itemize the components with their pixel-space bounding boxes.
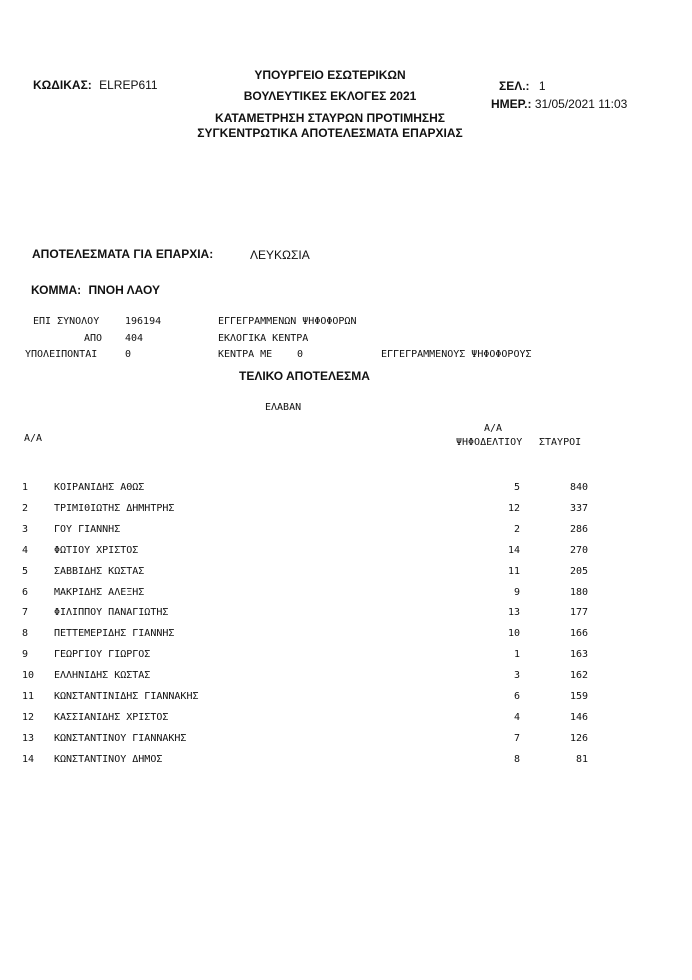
candidate-ballot-position: 14 bbox=[507, 544, 520, 556]
table-row bbox=[0, 754, 692, 772]
total-value: 196194 bbox=[125, 316, 162, 327]
candidate-number: 5 bbox=[22, 565, 29, 577]
candidate-votes: 126 bbox=[569, 732, 588, 744]
received-label: ΕΛΑΒΑΝ bbox=[265, 402, 302, 413]
candidate-name: ΦΙΛΙΠΠΟΥ ΠΑΝΑΓΙΩΤΗΣ bbox=[54, 607, 169, 619]
table-row bbox=[0, 691, 692, 709]
table-row bbox=[0, 607, 692, 625]
date-label: ΗΜΕΡ.: bbox=[491, 97, 532, 111]
from-value: 404 bbox=[125, 333, 144, 344]
table-row bbox=[0, 566, 692, 584]
candidate-name: ΕΛΛΗΝΙΔΗΣ ΚΩΣΤΑΣ bbox=[54, 670, 151, 682]
candidate-votes: 337 bbox=[569, 502, 588, 514]
candidate-votes: 159 bbox=[569, 691, 588, 702]
candidate-name: ΓΕΩΡΓΙΟΥ ΓΙΩΡΓΟΣ bbox=[54, 649, 151, 661]
candidate-ballot-position: 11 bbox=[507, 565, 520, 577]
page-label: ΣΕΛ.: bbox=[499, 79, 530, 93]
table-row bbox=[0, 524, 692, 542]
table-row bbox=[0, 733, 692, 751]
table-row bbox=[0, 545, 692, 563]
candidate-name: ΤΡΙΜΙΘΙΩΤΗΣ ΔΗΜΗΤΡΗΣ bbox=[54, 502, 175, 514]
remaining-label: ΥΠΟΛΕΙΠΟΝΤΑΙ bbox=[25, 349, 98, 360]
candidate-number: 7 bbox=[22, 607, 29, 619]
table-row bbox=[0, 587, 692, 605]
total-desc: ΕΓΓΕΓΡΑΜΜΕΝΩΝ ΨΗΦΟΦΟΡΩΝ bbox=[218, 316, 357, 327]
candidate-votes: 180 bbox=[569, 586, 588, 598]
table-row bbox=[0, 503, 692, 521]
candidate-number: 3 bbox=[22, 523, 29, 535]
candidate-number: 10 bbox=[22, 670, 35, 682]
candidate-number: 9 bbox=[22, 649, 29, 661]
candidate-ballot-position: 2 bbox=[513, 523, 520, 535]
candidate-name: ΚΩΝΣΤΑΝΤΙΝΟΥ ΓΙΑΝΝΑΚΗΣ bbox=[54, 732, 187, 744]
candidate-votes: 270 bbox=[569, 544, 588, 556]
candidate-name: ΣΑΒΒΙΔΗΣ ΚΩΣΤΑΣ bbox=[54, 565, 145, 577]
candidate-name: ΚΩΝΣΤΑΝΤΙΝΙΔΗΣ ΓΙΑΝΝΑΚΗΣ bbox=[54, 691, 199, 702]
candidate-number: 1 bbox=[22, 482, 29, 493]
candidate-name: ΠΕΤΤΕΜΕΡΙΔΗΣ ΓΙΑΝΝΗΣ bbox=[54, 628, 175, 640]
candidate-ballot-position: 9 bbox=[513, 586, 520, 598]
from-desc: ΕΚΛΟΓΙΚΑ ΚΕΝΤΡΑ bbox=[218, 333, 309, 344]
candidate-number: 2 bbox=[22, 502, 29, 514]
candidate-number: 6 bbox=[22, 586, 29, 598]
candidate-ballot-position: 1 bbox=[513, 649, 520, 661]
candidate-votes: 205 bbox=[569, 565, 588, 577]
ministry-title: ΥΠΟΥΡΓΕΙΟ ΕΣΩΤΕΡΙΚΩΝ bbox=[254, 68, 406, 82]
candidate-ballot-position: 6 bbox=[513, 691, 520, 702]
election-title: ΒΟΥΛΕΥΤΙΚΕΣ ΕΚΛΟΓΕΣ 2021 bbox=[243, 89, 417, 103]
party-value: ΠΝΟΗ ΛΑΟΥ bbox=[88, 283, 161, 297]
table-row bbox=[0, 628, 692, 646]
candidate-votes: 840 bbox=[569, 482, 588, 493]
candidate-ballot-position: 13 bbox=[507, 607, 520, 619]
column-ballot: ΨΗΦΟΔΕΛΤΙΟΥ bbox=[456, 437, 523, 448]
candidate-ballot-position: 7 bbox=[513, 732, 520, 744]
column-crosses: ΣΤΑΥΡΟΙ bbox=[539, 437, 582, 448]
code-label: ΚΩΔΙΚΑΣ: bbox=[33, 78, 92, 92]
centers-desc: ΕΓΓΕΓΡΑΜΜΕΝΟΥΣ ΨΗΦΟΦΟΡΟΥΣ bbox=[381, 349, 532, 360]
candidate-ballot-position: 4 bbox=[513, 711, 520, 723]
candidate-ballot-position: 10 bbox=[507, 628, 520, 640]
candidate-votes: 146 bbox=[569, 711, 588, 723]
report-date bbox=[491, 97, 627, 111]
candidate-number: 8 bbox=[22, 628, 29, 640]
column-ballot-aa: Α/Α bbox=[484, 423, 503, 434]
candidate-number: 4 bbox=[22, 544, 29, 556]
table-row bbox=[0, 649, 692, 667]
candidate-number: 12 bbox=[22, 711, 35, 723]
candidate-name: ΚΩΝΣΤΑΝΤΙΝΟΥ ΔΗΜΟΣ bbox=[54, 753, 163, 765]
candidate-name: ΜΑΚΡΙΔΗΣ ΑΛΕΞΗΣ bbox=[54, 586, 145, 598]
candidate-ballot-position: 3 bbox=[513, 670, 520, 682]
page-number bbox=[499, 79, 546, 93]
candidate-name: ΓΟΥ ΓΙΑΝΝΗΣ bbox=[54, 523, 121, 535]
page-value: 1 bbox=[538, 79, 546, 93]
code-field bbox=[33, 78, 158, 92]
candidate-ballot-position: 8 bbox=[513, 753, 520, 765]
district-label: ΑΠΟΤΕΛΕΣΜΑΤΑ ΓΙΑ ΕΠΑΡΧΙΑ: bbox=[32, 247, 214, 261]
centers-label: ΚΕΝΤΡΑ ΜΕ bbox=[218, 349, 273, 360]
party-label: ΚΟΜΜΑ: bbox=[31, 283, 82, 297]
candidate-votes: 286 bbox=[569, 523, 588, 535]
candidate-votes: 177 bbox=[569, 607, 588, 619]
table-row bbox=[0, 482, 692, 500]
total-label: ΕΠΙ ΣΥΝΟΛΟΥ bbox=[33, 316, 100, 327]
candidate-name: ΚΑΣΣΙΑΝΙΔΗΣ ΧΡΙΣΤΟΣ bbox=[54, 711, 169, 723]
candidate-votes: 81 bbox=[575, 753, 588, 765]
candidate-votes: 166 bbox=[569, 628, 588, 640]
centers-value: 0 bbox=[297, 349, 304, 360]
candidate-name: ΦΩΤΙΟΥ ΧΡΙΣΤΟΣ bbox=[54, 544, 139, 556]
code-value: ELREP611 bbox=[99, 78, 158, 92]
party-field bbox=[31, 283, 160, 297]
result-title: ΤΕΛΙΚΟ ΑΠΟΤΕΛΕΣΜΑ bbox=[239, 369, 370, 383]
candidate-ballot-position: 5 bbox=[513, 482, 520, 493]
candidate-number: 11 bbox=[22, 691, 35, 702]
column-aa: Α/Α bbox=[24, 433, 43, 444]
candidate-votes: 162 bbox=[569, 670, 588, 682]
count-title: ΚΑΤΑΜΕΤΡΗΣΗ ΣΤΑΥΡΩΝ ΠΡΟΤΙΜΗΣΗΣ bbox=[215, 111, 445, 125]
from-label: ΑΠΟ bbox=[84, 333, 103, 344]
summary-title: ΣΥΓΚΕΝΤΡΩΤΙΚΑ ΑΠΟΤΕΛΕΣΜΑΤΑ ΕΠΑΡΧΙΑΣ bbox=[197, 126, 463, 140]
candidate-number: 13 bbox=[22, 732, 35, 744]
table-row bbox=[0, 670, 692, 688]
candidate-number: 14 bbox=[22, 753, 35, 765]
remaining-value: 0 bbox=[125, 349, 132, 360]
candidate-ballot-position: 12 bbox=[507, 502, 520, 514]
candidate-votes: 163 bbox=[569, 649, 588, 661]
date-value: 31/05/2021 11:03 bbox=[534, 97, 628, 111]
district-value: ΛΕΥΚΩΣΙΑ bbox=[250, 248, 310, 262]
candidate-name: ΚΟΙΡΑΝΙΔΗΣ ΑΘΩΣ bbox=[54, 482, 145, 493]
table-row bbox=[0, 712, 692, 730]
